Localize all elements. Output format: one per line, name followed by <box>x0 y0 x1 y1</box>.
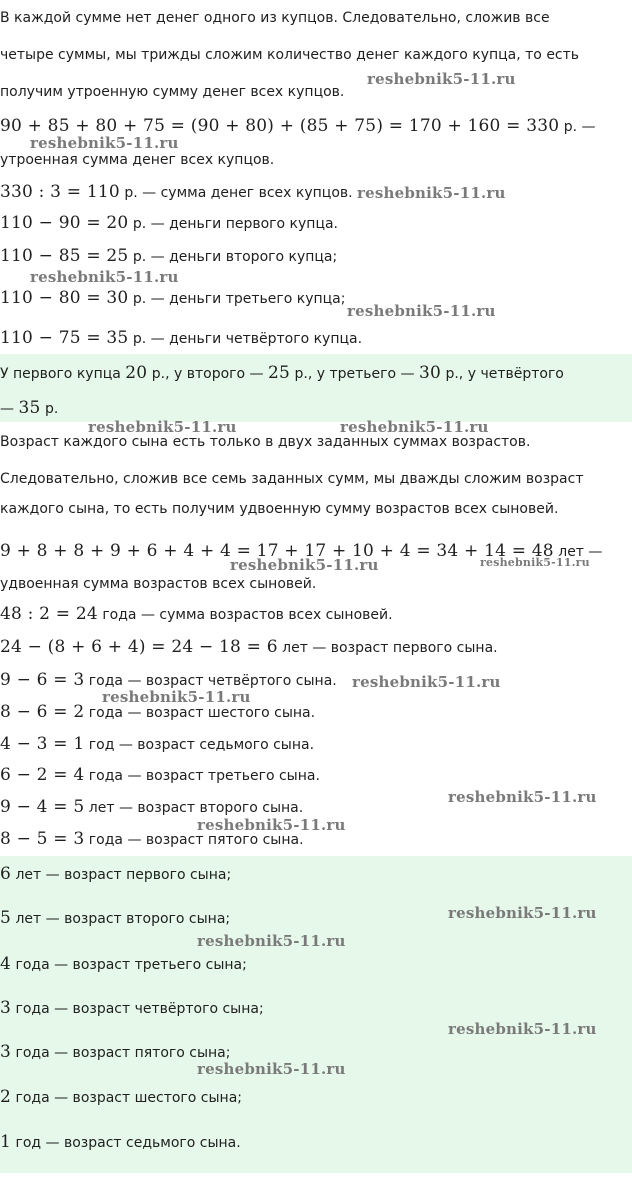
answer-line: 1 год — возраст седьмого сына. <box>0 1132 241 1152</box>
text-line: Следовательно, сложив все семь заданных сумм, мы дважды сложим возраст <box>0 471 584 487</box>
watermark: reshebnik5-11.ru <box>340 418 489 436</box>
answer-line: — 35 р. <box>0 398 59 418</box>
equation-line: 110 − 90 = 20 р. — деньги первого купца. <box>0 213 339 233</box>
watermark: reshebnik5-11.ru <box>448 1020 597 1038</box>
equation-line: 9 − 6 = 3 года — возраст четвёртого сына. <box>0 670 337 690</box>
equation-line: 48 : 2 = 24 года — сумма возрастов всех сыновей. <box>0 604 393 624</box>
watermark: reshebnik5-11.ru <box>352 673 501 691</box>
answer-line: 3 года — возраст пятого сына; <box>0 1042 231 1062</box>
equation-line: 110 − 80 = 30 р. — деньги третьего купца; <box>0 288 346 308</box>
equation-line: 330 : 3 = 110 р. — сумма денег всех купцов. <box>0 182 353 202</box>
equation-line: 110 − 85 = 25 р. — деньги второго купца; <box>0 246 338 266</box>
watermark: reshebnik5-11.ru <box>230 556 379 574</box>
watermark: reshebnik5-11.ru <box>30 268 179 286</box>
equation-line: 4 − 3 = 1 год — возраст седьмого сына. <box>0 734 315 754</box>
watermark: reshebnik5-11.ru <box>197 816 346 834</box>
watermark: reshebnik5-11.ru <box>347 302 496 320</box>
equation-line: 6 − 2 = 4 года — возраст третьего сына. <box>0 765 320 785</box>
answer-line: 5 лет — возраст второго сына; <box>0 908 231 928</box>
watermark: reshebnik5-11.ru <box>357 184 506 202</box>
text-line: получим утроенную сумму денег всех купцов. <box>0 84 345 100</box>
equation-line: 24 − (8 + 6 + 4) = 24 − 18 = 6 лет — возраст первого сына. <box>0 637 498 657</box>
answer-line: 2 года — возраст шестого сына; <box>0 1087 243 1107</box>
answer-line: 6 лет — возраст первого сына; <box>0 864 232 884</box>
watermark: reshebnik5-11.ru <box>197 1060 346 1078</box>
equation-line: 110 − 75 = 35 р. — деньги четвёртого купца. <box>0 328 363 348</box>
answer-line: У первого купца 20 р., у второго — 25 р., у третьего — 30 р., у четвёртого <box>0 363 564 383</box>
text-line: четыре суммы, мы трижды сложим количество денег каждого купца, то есть <box>0 47 580 63</box>
answer-line: 4 года — возраст третьего сына; <box>0 954 247 974</box>
text-line: каждого сына, то есть получим удвоенную сумму возрастов всех сыновей. <box>0 501 559 517</box>
watermark: reshebnik5-11.ru <box>30 134 179 152</box>
watermark: reshebnik5-11.ru <box>448 788 597 806</box>
watermark: reshebnik5-11.ru <box>448 904 597 922</box>
text-line: удвоенная сумма возрастов всех сыновей. <box>0 576 317 592</box>
equation-line: 9 + 8 + 8 + 9 + 6 + 4 + 4 = 17 + 17 + 10 + 4 = 34 + 14 = 48 лет — <box>0 541 603 561</box>
text-line: В каждой сумме нет денег одного из купцов. Следовательно, сложив все <box>0 10 550 26</box>
answer-line: 3 года — возраст четвёртого сына; <box>0 998 264 1018</box>
watermark: reshebnik5-11.ru <box>480 556 590 569</box>
watermark: reshebnik5-11.ru <box>197 932 346 950</box>
watermark: reshebnik5-11.ru <box>367 70 516 88</box>
equation-line: 8 − 5 = 3 года — возраст пятого сына. <box>0 829 304 849</box>
equation-line: 90 + 85 + 80 + 75 = (90 + 80) + (85 + 75) = 170 + 160 = 330 р. — <box>0 116 596 136</box>
equation-line: 9 − 4 = 5 лет — возраст второго сына. <box>0 797 304 817</box>
watermark: reshebnik5-11.ru <box>102 688 251 706</box>
watermark: reshebnik5-11.ru <box>88 418 237 436</box>
text-line: утроенная сумма денег всех купцов. <box>0 152 275 168</box>
text-line: Возраст каждого сына есть только в двух заданных суммах возрастов. <box>0 434 531 450</box>
equation-line: 8 − 6 = 2 года — возраст шестого сына. <box>0 702 316 722</box>
